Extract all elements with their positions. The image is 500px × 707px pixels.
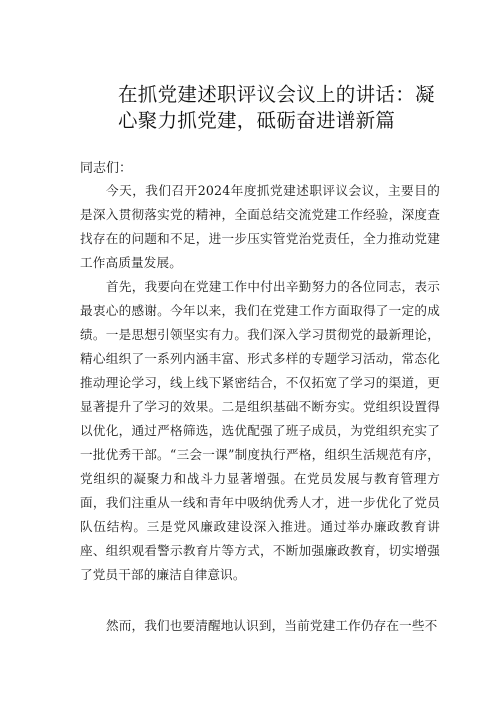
paragraph-opening: 今天，我们召开2024年度抓党建述职评议会议，主要目的是深入贯彻落实党的精神，全面总结交流党建工作经验，深度查找存在的问题和不足，进一步压实管党治党责任，全力推动党建工作高质量发展。 [80, 183, 440, 270]
paragraph-achievements: 首先，我要向在党建工作中付出辛勤努力的各位同志，表示最衷心的感谢。今年以来，我们在党建工作方面取得了一定的成绩。一是思想引领坚实有力。我们深入学习贯彻党的最新理论，精心组织了一系列内涵丰富、形式多样的专题学习活动，常态化推动理论学习，线上线下紧密结合，不仅拓宽了学习的渠道，更显著提升了学习的效果。二是组织基础不断夯实。党组织设置得以优化，通过严格筛选，选优配强了班子成员，为党组织充实了一批优秀干部。“三会一课”制度执行严格，组织生活规范有序，党组织的凝聚力和战斗力显著增强。在党员发展与教育管理方面，我们注重从一线和青年中吸纳优秀人才，进一步优化了党员队伍结构。三是党风廉政建设深入推进。通过举办廉政教育讲座、组织观看警示教育片等方式，不断加强廉政教育，切实增强了党员干部的廉洁自律意识。 [80, 279, 440, 582]
salutation: 同志们： [80, 161, 133, 176]
document-title: 在抓党建述职评议会议上的讲话：凝心聚力抓党建，砥砺奋进谱新篇 [118, 83, 435, 132]
paragraph-problems: 然而，我们也要清醒地认识到，当前党建工作仍存在一些不 [106, 618, 438, 633]
